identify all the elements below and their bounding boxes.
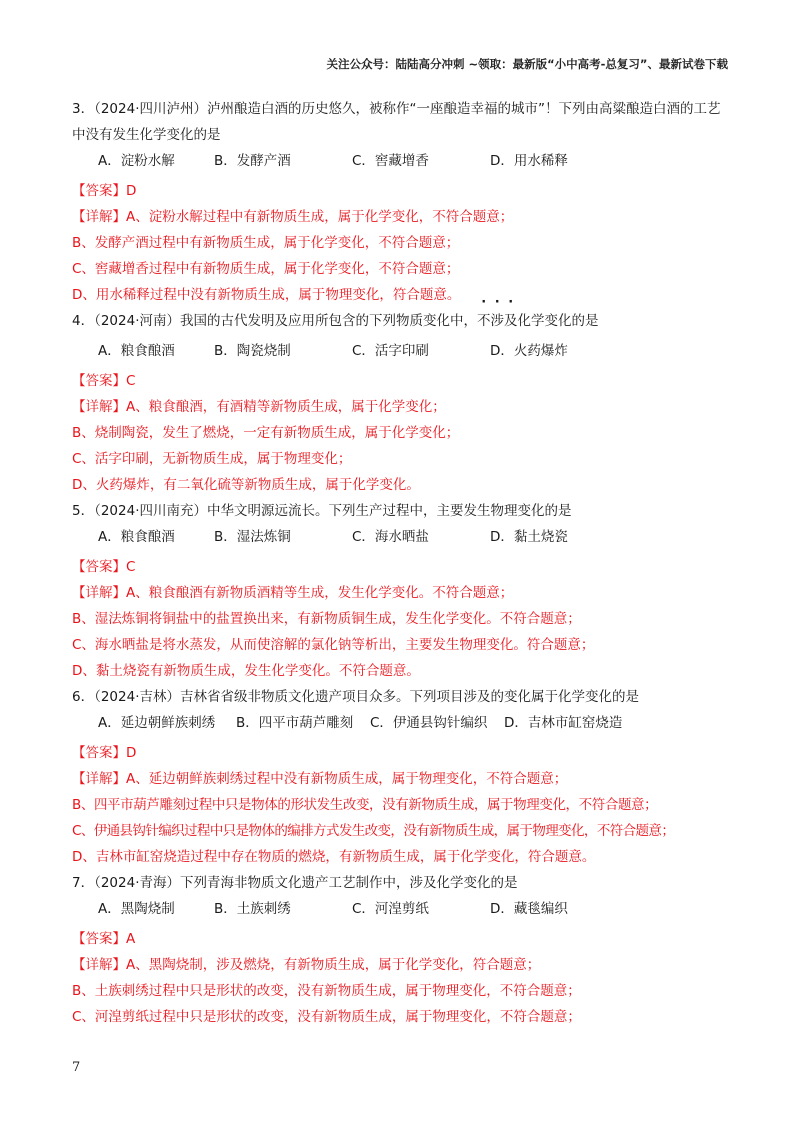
detail-line: C、窖藏增香过程中有新物质生成，属于化学变化，不符合题意；: [72, 261, 460, 277]
options-row: [72, 896, 732, 922]
detail-line: 【详解】A、淀粉水解过程中有新物质生成，属于化学变化，不符合题意；: [72, 209, 514, 225]
page-number: 7: [72, 1060, 81, 1075]
option-a: A．延边朝鲜族刺绣: [98, 715, 216, 731]
detail-line: 【详解】A、粮食酿酒，有酒精等新物质生成，属于化学变化；: [72, 399, 446, 415]
answer: 【答案】C: [72, 559, 136, 575]
option-d: D．火药爆炸: [490, 343, 568, 359]
detail-line: B、湿法炼铜将铜盐中的盐置换出来，有新物质铜生成，发生化学变化。不符合题意；: [72, 611, 581, 627]
option-c: C．窖藏增香: [352, 153, 429, 169]
option-d: D．用水稀释: [490, 153, 568, 169]
answer: 【答案】A: [72, 931, 136, 947]
detail-line: B、烧制陶瓷，发生了燃烧，一定有新物质生成，属于化学变化；: [72, 425, 460, 441]
question-stem: 6．（2024·吉林）吉林省省级非物质文化遗产项目众多。下列项目涉及的变化属于化学变化的是: [72, 689, 639, 705]
option-c: C．伊通县钩针编织: [370, 715, 488, 731]
detail-line: 【详解】A、黑陶烧制，涉及燃烧，有新物质生成，属于化学变化，符合题意；: [72, 957, 541, 973]
options-row: [72, 710, 732, 736]
detail-line: 【详解】A、延边朝鲜族刺绣过程中没有新物质生成，属于物理变化，不符合题意；: [72, 771, 568, 787]
question-6: [72, 684, 732, 870]
option-b: B．发酵产酒: [214, 153, 291, 169]
question-5: [72, 498, 732, 684]
option-c: C．河湟剪纸: [352, 901, 429, 917]
question-7: [72, 870, 732, 1030]
emphasis-dot: ·: [508, 295, 514, 310]
option-a: A．粮食酿酒: [98, 343, 175, 359]
stem-post: 化学变化的是: [517, 313, 599, 329]
answer: 【答案】C: [72, 373, 136, 389]
option-d: D．吉林市缸窑烧造: [504, 715, 623, 731]
detail-line: C、海水晒盐是将水蒸发，从而使溶解的氯化钠等析出，主要发生物理变化。符合题意；: [72, 637, 595, 653]
option-a: A．粮食酿酒: [98, 529, 175, 545]
question-3: [72, 96, 732, 308]
question-stem: 3．（2024·四川泸州）泸州酿造白酒的历史悠久，被称作“一座酿造幸福的城市”！下列由高粱酿造白酒的工艺中没有发生化学变化的是: [72, 101, 721, 143]
detail-line: B、发酵产酒过程中有新物质生成，属于化学变化，不符合题意；: [72, 235, 460, 251]
detail-line: B、四平市葫芦雕刻过程中只是物体的形状发生改变，没有新物质生成，属于物理变化，不符合题意；: [72, 797, 658, 813]
option-d: D．藏毯编织: [490, 901, 568, 917]
detail-line: D、用水稀释过程中没有新物质生成，属于物理变化，符合题意。: [72, 287, 461, 303]
detail-line: 【详解】A、粮食酿酒有新物质酒精等生成，发生化学变化。不符合题意；: [72, 585, 514, 601]
option-b: B．四平市葫芦雕刻: [236, 715, 354, 731]
emphasis-dot: ·: [481, 295, 487, 310]
option-d: D．黏土烧瓷: [490, 529, 568, 545]
options-row: [72, 148, 732, 174]
option-b: B．土族刺绣: [214, 901, 291, 917]
detail-line: C、伊通县钩针编织过程中只是物体的编排方式发生改变，没有新物质生成，属于物理变化，不符合题意；: [72, 823, 675, 839]
option-b: B．湿法炼铜: [214, 529, 291, 545]
question-stem: 7．（2024·青海）下列青海非物质文化遗产工艺制作中，涉及化学变化的是: [72, 875, 518, 891]
stem-emphasis-text: 不涉及: [477, 313, 518, 329]
stem-emphasis: [477, 295, 518, 334]
emphasis-dots: [477, 296, 518, 309]
detail-line: D、吉林市缸窑烧造过程中存在物质的燃烧，有新物质生成，属于化学变化，符合题意。: [72, 849, 596, 865]
detail-line: C、河湟剪纸过程中只是形状的改变，没有新物质生成，属于物理变化，不符合题意；: [72, 1009, 581, 1025]
answer: 【答案】D: [72, 745, 137, 761]
option-a: A．黑陶烧制: [98, 901, 175, 917]
options-row: [72, 524, 732, 550]
options-row: [72, 338, 732, 364]
page-header: 关注公众号：陆陆高分冲刺 ~领取：最新版“小中高考-总复习”、最新试卷下载: [326, 57, 728, 71]
option-a: A．淀粉水解: [98, 153, 175, 169]
answer: 【答案】D: [72, 183, 137, 199]
detail-line: B、土族刺绣过程中只是形状的改变，没有新物质生成，属于物理变化，不符合题意；: [72, 983, 581, 999]
detail-line: D、黏土烧瓷有新物质生成，发生化学变化。不符合题意。: [72, 663, 420, 679]
detail-line: C、活字印刷，无新物质生成，属于物理变化；: [72, 451, 352, 467]
detail-line: D、火药爆炸，有二氧化硫等新物质生成，属于化学变化。: [72, 477, 420, 493]
emphasis-dot: ·: [494, 295, 500, 310]
question-list: [72, 96, 732, 1030]
stem-pre: 4．（2024·河南）我国的古代发明及应用所包含的下列物质变化中，: [72, 313, 477, 329]
option-c: C．活字印刷: [352, 343, 429, 359]
question-stem: 5．（2024·四川南充）中华文明源远流长。下列生产过程中，主要发生物理变化的是: [72, 503, 572, 519]
option-b: B．陶瓷烧制: [214, 343, 291, 359]
option-c: C．海水晒盐: [352, 529, 429, 545]
